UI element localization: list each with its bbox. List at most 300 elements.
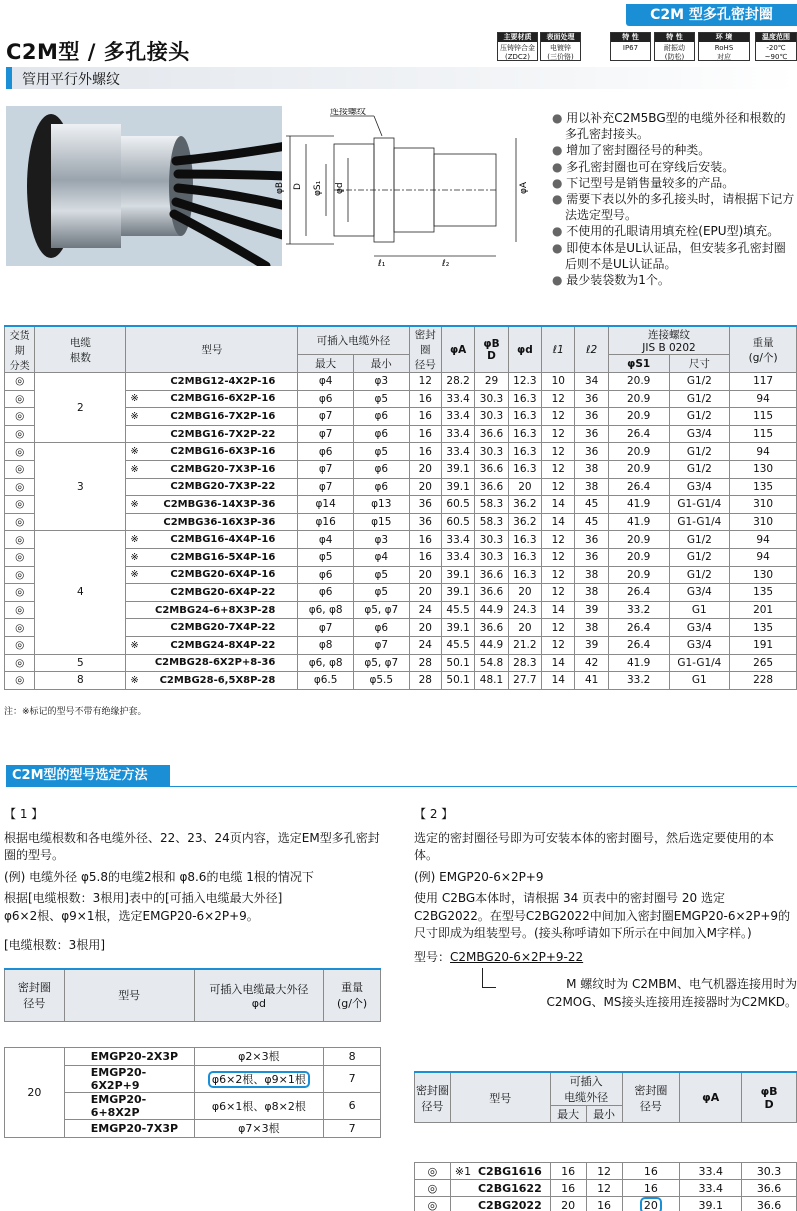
table-cell: G1 <box>669 601 730 619</box>
th-weight: 重量 (g/个) <box>730 326 797 373</box>
c2bg-table <box>414 1071 797 1211</box>
step-1-text3: φ6×2根、φ9×1根，选定EMGP20-6×2P+9。 <box>4 908 259 923</box>
cell-od <box>194 1047 324 1065</box>
svg-text:D: D <box>293 183 303 190</box>
od-text: φ2×3根 <box>238 1050 280 1063</box>
table-cell: 38 <box>575 619 608 637</box>
feature-item <box>552 110 797 142</box>
cell-text: 20 <box>561 1198 576 1211</box>
table-cell: G1-G1/4 <box>669 496 730 514</box>
bullet-icon: ● <box>552 175 567 190</box>
table-cell: φ6, φ8 <box>298 601 354 619</box>
cell-delivery: ◎ <box>5 566 35 584</box>
table-cell: 30.3 <box>475 443 508 461</box>
table-cell: 16 <box>409 443 441 461</box>
table-cell: φ14 <box>298 496 354 514</box>
mark: ※ <box>130 463 139 475</box>
cell-model <box>126 548 298 566</box>
table-cell: 115 <box>730 408 797 426</box>
spec-badge <box>654 32 695 61</box>
table-cell: 94 <box>730 443 797 461</box>
table-cell: 60.5 <box>441 496 474 514</box>
table-cell: 12 <box>542 460 575 478</box>
feature-text: 下记型号是销售量较多的产品。 <box>566 175 735 190</box>
table-cell: 228 <box>730 672 797 690</box>
table-cell: 26.4 <box>608 584 669 602</box>
spec-value: IP67 <box>622 44 639 52</box>
table-cell: 20 <box>409 478 441 496</box>
m-note <box>506 976 797 1011</box>
table-cell: 135 <box>730 584 797 602</box>
cell-delivery: ◎ <box>5 548 35 566</box>
table-cell: 20.9 <box>608 566 669 584</box>
table-cell: 29 <box>475 373 508 391</box>
bullet-icon: ● <box>552 273 567 288</box>
spec-badge <box>540 32 581 61</box>
section-tag: C2M型的型号选定方法 <box>6 765 170 787</box>
svg-text:ℓ₁: ℓ₁ <box>378 259 386 268</box>
model-text: C2BG1616 <box>477 1164 542 1178</box>
wave-break <box>5 1021 381 1047</box>
cell-delivery: ◎ <box>5 460 35 478</box>
t3-h-min: 最小 <box>586 1106 622 1123</box>
table-cell: 58.3 <box>475 496 508 514</box>
cell-text: 30.3 <box>756 1164 782 1178</box>
table-cell: 16 <box>409 548 441 566</box>
feature-text: 需要下表以外的多孔接头时，请根据下记方法选定型号。 <box>565 192 795 223</box>
table-cell: 12 <box>542 390 575 408</box>
cell-text: 33.4 <box>698 1181 723 1195</box>
table-cell: φ6, φ8 <box>298 654 354 672</box>
table-cell: 48.1 <box>475 672 508 690</box>
table-cell: φ5 <box>353 584 409 602</box>
th-size: 尺寸 <box>669 355 730 373</box>
table-cell: φ7 <box>298 408 354 426</box>
svg-text:φB: φB <box>275 181 285 194</box>
table-cell: 14 <box>542 601 575 619</box>
table-cell <box>680 1180 742 1197</box>
table-cell: 20 <box>508 619 541 637</box>
table-cell: 41.9 <box>608 654 669 672</box>
table-cell: 36 <box>409 496 441 514</box>
feature-item <box>552 159 797 175</box>
table-cell: 20.9 <box>608 390 669 408</box>
table-cell: 54.8 <box>475 654 508 672</box>
wave-row <box>415 1123 797 1163</box>
mark: ※1 <box>454 1164 472 1178</box>
table-cell: 60.5 <box>441 513 474 531</box>
cell-delivery: ◎ <box>415 1163 451 1180</box>
spec-header: 特 性 <box>655 33 694 42</box>
cell-model <box>126 566 298 584</box>
table-cell: G1/2 <box>669 548 730 566</box>
feature-text: 即使本体是UL认证品，但安装多孔密封圈后则不是UL认证品。 <box>565 240 786 271</box>
table-cell: 20 <box>409 460 441 478</box>
table-cell: 33.2 <box>608 601 669 619</box>
table-cell: φ5 <box>353 443 409 461</box>
table-cell: φ5 <box>353 566 409 584</box>
table-row <box>415 1180 797 1197</box>
table-cell: 16.3 <box>508 566 541 584</box>
table-cell: 20.9 <box>608 373 669 391</box>
model-text: C2MBG12-4X2P-16 <box>170 375 276 387</box>
table-cell: 94 <box>730 531 797 549</box>
spec-header: 特 性 <box>611 33 650 42</box>
table-cell: 45.5 <box>441 601 474 619</box>
cell-delivery: ◎ <box>5 443 35 461</box>
step-1-num: 【 1 】 <box>4 807 44 821</box>
cell-text: 12 <box>597 1164 612 1178</box>
table-cell: 36 <box>575 443 608 461</box>
bullet-icon: ● <box>552 111 567 125</box>
table-cell: 30.3 <box>475 548 508 566</box>
table-cell: 16.3 <box>508 443 541 461</box>
table-cell: 41 <box>575 672 608 690</box>
product-table <box>4 325 797 690</box>
table-cell: G1/2 <box>669 408 730 426</box>
model-text: C2MBG16-6X2P-16 <box>170 393 276 405</box>
wave-row <box>5 1021 381 1047</box>
table-cell: 117 <box>730 373 797 391</box>
table-cell <box>586 1163 622 1180</box>
spec-value: 耐振动 (防松) <box>664 44 685 61</box>
cell-delivery: ◎ <box>5 496 35 514</box>
table-cell: 16 <box>409 390 441 408</box>
table-cell: 50.1 <box>441 672 474 690</box>
cell-model <box>126 496 298 514</box>
table-row <box>415 1163 797 1180</box>
table-cell: 41.9 <box>608 496 669 514</box>
table-cell <box>550 1163 586 1180</box>
t3-h-A: φA <box>680 1072 742 1123</box>
subtitle: 管用平行外螺纹 <box>22 72 120 88</box>
table-cell: 44.9 <box>475 636 508 654</box>
table-cell: 135 <box>730 478 797 496</box>
cell-weight: 8 <box>324 1047 381 1065</box>
table-cell: 201 <box>730 601 797 619</box>
feature-text: 用以补充C2M5BG型的电缆外径和根数的多孔密封接头。 <box>565 111 786 142</box>
table-cell: 28.2 <box>441 373 474 391</box>
table-cell: 34 <box>575 373 608 391</box>
table-cell: 36.6 <box>475 478 508 496</box>
cell-model <box>126 654 298 672</box>
table-row <box>5 654 797 672</box>
table-cell: 94 <box>730 390 797 408</box>
table-cell: 20.9 <box>608 460 669 478</box>
table-cell: 310 <box>730 496 797 514</box>
table-cell: 12 <box>542 408 575 426</box>
mark: ※ <box>130 393 139 405</box>
table-cell: 16 <box>409 531 441 549</box>
table-row <box>5 443 797 461</box>
model-text: C2MBG24-6+8X3P-28 <box>155 604 276 616</box>
table-cell: G1/2 <box>669 531 730 549</box>
table-cell: G1/2 <box>669 566 730 584</box>
cell-delivery: ◎ <box>5 408 35 426</box>
cell-text: 36.6 <box>756 1198 782 1211</box>
cell-text: 16 <box>561 1181 576 1195</box>
table-cell: 39.1 <box>441 566 474 584</box>
table-cell: φ7 <box>298 425 354 443</box>
table-cell: 26.4 <box>608 478 669 496</box>
feature-item <box>552 272 797 288</box>
table-cell: 36.2 <box>508 496 541 514</box>
table-cell: G1/2 <box>669 390 730 408</box>
table-cell: φ5, φ7 <box>353 601 409 619</box>
cell-model: EMGP20-7X3P <box>64 1119 194 1137</box>
m-note-1: M 螺纹时为 C2MBM、电气机器连接用时为 <box>566 977 797 991</box>
table-cell: 36.6 <box>475 619 508 637</box>
table-cell: G1 <box>669 672 730 690</box>
table-cell: 12 <box>542 531 575 549</box>
cell-model: EMGP20-2X3P <box>64 1047 194 1065</box>
table-cell: 12 <box>542 566 575 584</box>
cell-weight: 6 <box>324 1092 381 1119</box>
table-cell: 28.3 <box>508 654 541 672</box>
table-cell: φ16 <box>298 513 354 531</box>
cell-text: 12 <box>597 1181 612 1195</box>
table-cell: 28 <box>409 654 441 672</box>
step-1 <box>4 806 384 955</box>
table-cell <box>550 1180 586 1197</box>
spec-header: 环 境 <box>699 33 749 42</box>
table-cell: 27.7 <box>508 672 541 690</box>
table-cell: 16.3 <box>508 548 541 566</box>
table-cell: φ6 <box>353 478 409 496</box>
cell-model <box>126 390 298 408</box>
table-cell: 26.4 <box>608 619 669 637</box>
table-cell: 38 <box>575 566 608 584</box>
spec-badge <box>610 32 651 61</box>
table-cell: 30.3 <box>475 531 508 549</box>
table-cell: 16.3 <box>508 531 541 549</box>
table-cell: 38 <box>575 460 608 478</box>
step-2-example: (例) EMGP20-6×2P+9 <box>414 869 544 884</box>
table-cell: φ6 <box>353 408 409 426</box>
model-text: C2MBG28-6,5X8P-28 <box>159 674 276 686</box>
table-cell: 36.6 <box>475 566 508 584</box>
table-cell: φ15 <box>353 513 409 531</box>
step-2-text2: 使用 C2BG本体时，请根据 34 页表中的密封圈号 20 选定 C2BG2022。在型号C2BG2022中间加入密封圈EMGP20-6×2P+9的尺寸即成为组装型号。(接头称呼请如下所示在中间加入M字样。) <box>414 891 791 940</box>
spec-value: -20℃ ~90℃ <box>764 44 788 61</box>
table-cell: 10 <box>542 373 575 391</box>
table-cell: φ6 <box>298 390 354 408</box>
table-cell: G3/4 <box>669 619 730 637</box>
model-text: C2MBG16-6X3P-16 <box>170 446 276 458</box>
model-text: C2MBG28-6X2P+8-36 <box>154 657 276 669</box>
model-text: C2MBG20-6X4P-22 <box>170 586 276 598</box>
table-cell: φ13 <box>353 496 409 514</box>
table-cell: 12 <box>542 584 575 602</box>
table-cell: 45 <box>575 496 608 514</box>
feature-item <box>552 191 797 223</box>
table-cell: 26.4 <box>608 636 669 654</box>
table-cell: 12 <box>542 478 575 496</box>
table-cell: 24 <box>409 636 441 654</box>
mark: ※ <box>130 410 139 422</box>
page-title: C2M型 / 多孔接头 <box>6 40 190 64</box>
subtitle-bar <box>6 67 797 89</box>
model-text: C2MBG16-4X4P-16 <box>170 534 276 546</box>
table-row <box>415 1197 797 1211</box>
table-cell: 12.3 <box>508 373 541 391</box>
cell-weight: 7 <box>324 1119 381 1137</box>
table-cell: 36.6 <box>475 460 508 478</box>
feature-text: 多孔密封圈也可在穿线后安装。 <box>566 159 735 174</box>
cell-model <box>126 601 298 619</box>
table-cell: 115 <box>730 425 797 443</box>
cell-model <box>450 1163 550 1180</box>
table-cell <box>622 1197 680 1211</box>
table-cell: φ6 <box>353 460 409 478</box>
table-cell <box>622 1163 680 1180</box>
cell-model <box>450 1180 550 1197</box>
spec-header: 表面处理 <box>541 33 580 42</box>
table-cell: 38 <box>575 478 608 496</box>
cell-delivery: ◎ <box>5 584 35 602</box>
table-cell: φ5, φ7 <box>353 654 409 672</box>
t3-h-od: 可插入 电缆外径 <box>550 1072 622 1106</box>
table-cell: 16 <box>409 425 441 443</box>
table-cell: φ7 <box>298 619 354 637</box>
table-cell: G1-G1/4 <box>669 513 730 531</box>
cell-seal: 20 <box>5 1047 65 1137</box>
mark: ※ <box>130 534 139 546</box>
table-cell: φ6 <box>298 443 354 461</box>
table-cell: 130 <box>730 566 797 584</box>
table-cell: 42 <box>575 654 608 672</box>
table-note: 注：※标记的型号不带有绝缘护套。 <box>4 707 147 717</box>
od-text: φ6×2根、φ9×1根 <box>211 1072 306 1086</box>
table-cell: 36 <box>575 531 608 549</box>
table-cell: 16.3 <box>508 425 541 443</box>
table-cell: 45 <box>575 513 608 531</box>
cell-delivery: ◎ <box>5 478 35 496</box>
table-cell: 36.6 <box>475 584 508 602</box>
od-text: φ6×1根、φ8×2根 <box>211 1099 306 1113</box>
table-cell <box>622 1180 680 1197</box>
model-label: 型号： <box>414 949 451 964</box>
table-cell: φ6 <box>298 584 354 602</box>
mark: ※ <box>130 569 139 581</box>
cell-text: 16 <box>597 1198 612 1211</box>
table-cell: G1/2 <box>669 443 730 461</box>
cell-model <box>126 425 298 443</box>
table-cell: φ3 <box>353 531 409 549</box>
product-photo <box>6 106 282 266</box>
table-cell: 16.3 <box>508 460 541 478</box>
table-cell: G3/4 <box>669 425 730 443</box>
bullet-icon: ● <box>552 159 567 174</box>
feature-item <box>552 223 797 239</box>
svg-text:φd: φd <box>335 182 345 194</box>
table-title: [电缆根数：3根用] <box>4 938 105 952</box>
model-text: C2MBG16-5X4P-16 <box>170 551 276 563</box>
cell-od <box>194 1119 324 1137</box>
feature-item <box>552 240 797 272</box>
table-cell: G1/2 <box>669 373 730 391</box>
table-cell: G3/4 <box>669 584 730 602</box>
table-cell: 20.9 <box>608 443 669 461</box>
cell-delivery: ◎ <box>5 672 35 690</box>
th-l1: ℓ1 <box>542 326 575 373</box>
table-cell <box>742 1197 797 1211</box>
table-cell: 38 <box>575 584 608 602</box>
feature-item <box>552 175 797 191</box>
table-cell: 41.9 <box>608 513 669 531</box>
table-cell: 39.1 <box>441 460 474 478</box>
cell-cores: 5 <box>35 654 126 672</box>
cell-model <box>126 619 298 637</box>
table-cell: 12 <box>542 636 575 654</box>
th-thread: 连接螺纹 JIS B 0202 <box>608 326 729 355</box>
cell-delivery: ◎ <box>415 1180 451 1197</box>
t2-h-seal: 密封圈 径号 <box>5 969 65 1021</box>
spec-header: 温度范围 <box>756 33 796 42</box>
table-row <box>5 1047 381 1065</box>
cell-model <box>126 672 298 690</box>
table-cell: 33.2 <box>608 672 669 690</box>
table-cell: φ7 <box>298 478 354 496</box>
cell-model <box>126 408 298 426</box>
m-note-2: C2MOG、MS接头连接用连接器时为C2MKD。 <box>546 994 797 1009</box>
table-cell: 16 <box>409 408 441 426</box>
cell-delivery: ◎ <box>415 1197 451 1211</box>
table-cell: 26.4 <box>608 425 669 443</box>
table-cell: 12 <box>542 443 575 461</box>
cell-od <box>194 1065 324 1092</box>
table-cell: 36 <box>575 548 608 566</box>
spec-badge <box>698 32 750 61</box>
feature-list <box>552 110 797 288</box>
model-text: C2MBG16-7X2P-22 <box>170 428 276 440</box>
cell-model <box>126 531 298 549</box>
th-min: 最小 <box>353 355 409 373</box>
table-cell: φ6.5 <box>298 672 354 690</box>
model-text: C2MBG20-6X4P-16 <box>170 569 276 581</box>
cell-delivery: ◎ <box>5 654 35 672</box>
table-cell: 14 <box>542 513 575 531</box>
spec-badge <box>497 32 538 61</box>
model-text: C2MBG36-16X3P-36 <box>163 516 276 528</box>
table-cell <box>742 1163 797 1180</box>
cell-cores: 2 <box>35 373 126 443</box>
table-cell <box>680 1197 742 1211</box>
table-cell: 39.1 <box>441 619 474 637</box>
th-model: 型号 <box>126 326 298 373</box>
table-cell: φ6 <box>353 425 409 443</box>
od-text: φ7×3根 <box>238 1122 280 1135</box>
table-cell: φ5.5 <box>353 672 409 690</box>
feature-text: 最少装袋数为1个。 <box>566 273 670 288</box>
cell-cores: 8 <box>35 672 126 690</box>
table-cell: 58.3 <box>475 513 508 531</box>
model-text: C2BG1622 <box>477 1181 542 1195</box>
table-cell: 36 <box>409 513 441 531</box>
model-text: C2MBG36-14X3P-36 <box>163 498 276 510</box>
step-1-example: (例) 电缆外径 φ5.8的电缆2根和 φ8.6的电缆 1根的情况下 <box>4 869 314 884</box>
cell-model <box>126 478 298 496</box>
table-cell: 12 <box>409 373 441 391</box>
table-cell: G1/2 <box>669 460 730 478</box>
table-cell: 24.3 <box>508 601 541 619</box>
mark: ※ <box>130 674 139 686</box>
cell-text: 33.4 <box>698 1164 723 1178</box>
table-cell: 33.4 <box>441 531 474 549</box>
table-cell <box>742 1180 797 1197</box>
cell-text: 16 <box>561 1164 576 1178</box>
t2-h-model: 型号 <box>64 969 194 1021</box>
